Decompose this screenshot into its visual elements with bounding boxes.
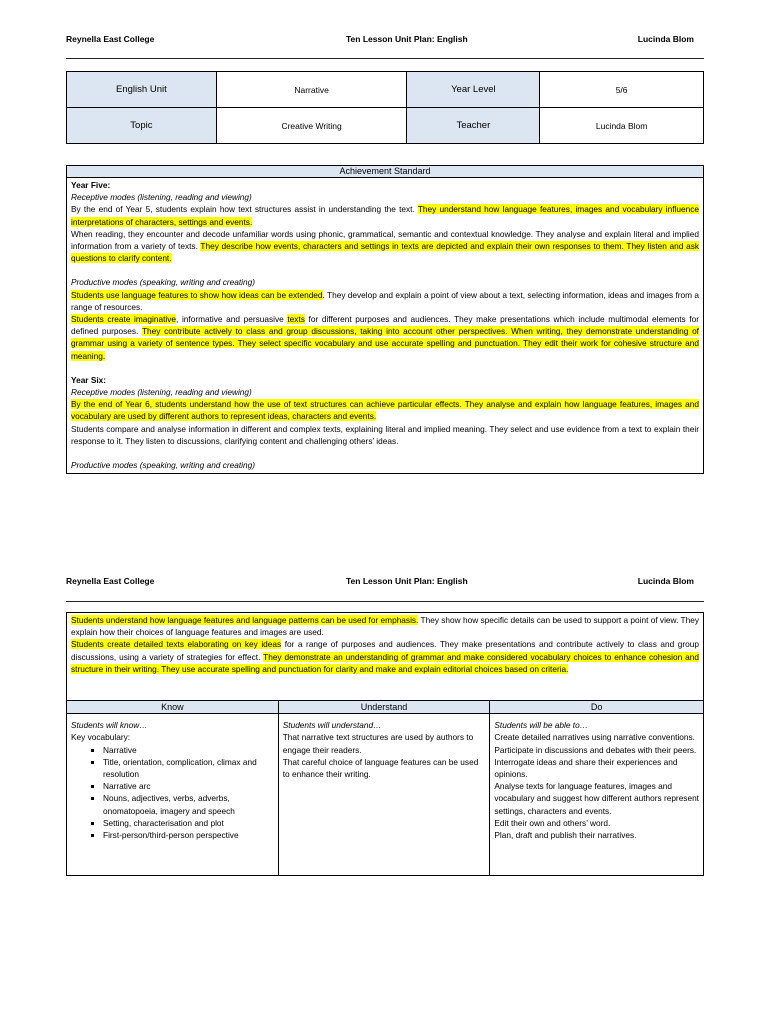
year5-productive-para2: Students create imaginative, informative and persuasive texts for different purposes and audiences. They make presentations which include multimodal elements for defined purposes. They contribute actively to class and group discussions, taking into account other perspectives. When writing, they demonstrate understanding of grammar using a variety of sentence types. They select specific vocabulary and use accurate spelling and punctuation. They edit their work for cohesive structure and meaning. (71, 314, 699, 361)
header-rule (66, 601, 704, 602)
year5-receptive-para1: By the end of Year 5, students explain how text structures assist in understanding the text. They understand how language features, images and vocabulary influence interpretations of characters, settings and events. (71, 204, 699, 227)
teacher-label: Teacher (407, 108, 540, 144)
year-level-label: Year Level (407, 72, 540, 108)
achievement-standard-title: Achievement Standard (67, 166, 703, 178)
do-line: Analyse texts for language features, images and vocabulary and suggest how different authors represent settings, characters and events. (494, 781, 699, 816)
do-line: Participate in discussions and debates with their peers. (494, 744, 697, 755)
year6-receptive-para1: By the end of Year 6, students understand how the use of text structures can achieve particular effects. They analyse and explain how language features, images and vocabulary are used by different authors to represent ideas, characters and events. (71, 399, 699, 422)
list-item: ▪ Nouns, adjectives, verbs, adverbs, onomatopoeia, imagery and speech (103, 792, 274, 816)
understand-line: That narrative text structures are used by authors to engage their readers. (282, 732, 474, 755)
list-item: ▪ First-person/third-person perspective (103, 829, 274, 841)
table-row (67, 72, 704, 108)
year6-receptive-para2: Students compare and analyse information in different and complex texts, explaining literal and implied meaning. They select and use evidence from a text to explain their response to it. They listen to discussions, clarifying content and challenging others’ ideas. (71, 423, 699, 446)
productive-modes-label-y6: Productive modes (speaking, writing and creating) (71, 460, 256, 471)
topic-value: Creative Writing (216, 108, 407, 144)
understand-line: That careful choice of language features can be used to enhance their writing. (282, 756, 479, 780)
know-intro: Students will know… (71, 720, 148, 731)
do-cell (490, 714, 704, 876)
author-name: Lucinda Blom (637, 34, 694, 44)
know-header: Know (67, 701, 279, 714)
school-name: Reynella East College (66, 34, 155, 44)
know-cell (67, 714, 279, 876)
year5-productive-para1: Students use language features to show how ideas can be extended. They develop and explain a point of view about a text, selecting information, ideas and images from a range of resources. (71, 289, 700, 312)
receptive-modes-label: Receptive modes (listening, reading and viewing) (71, 192, 252, 203)
know-understand-do-table (66, 700, 704, 876)
achievement-standard-box (66, 165, 704, 474)
year-five-heading: Year Five: (71, 180, 111, 190)
achievement-standard-body (67, 178, 703, 473)
understand-intro: Students will understand… (282, 720, 382, 731)
productive-modes-label: Productive modes (speaking, writing and creating) (71, 277, 256, 288)
list-item: ▪ Setting, characterisation and plot (103, 817, 274, 829)
do-line: Edit their own and others’ word. (494, 817, 611, 828)
vocabulary-list (71, 744, 274, 842)
do-line: Interrogate ideas and share their experiences and opinions. (494, 756, 678, 780)
school-name: Reynella East College (66, 576, 155, 586)
teacher-value: Lucinda Blom (540, 108, 704, 144)
english-unit-value: Narrative (216, 72, 407, 108)
achievement-standard-continued (66, 612, 704, 700)
table-row (67, 714, 704, 876)
receptive-modes-label-y6: Receptive modes (listening, reading and viewing) (71, 387, 252, 398)
list-item: ▪ Narrative (103, 744, 274, 756)
do-intro: Students will be able to… (494, 720, 588, 731)
year5-receptive-para2: When reading, they encounter and decode unfamiliar words using phonic, grammatical, semantic and contextual knowledge. They analyse and explain literal and implied information from a variety of texts. They describe how events, characters and settings in texts are depicted and explain their own responses to them. They listen and ask questions to clarify content. (71, 228, 700, 264)
do-line: Create detailed narratives using narrative conventions. (494, 732, 695, 743)
year6-productive-para2: Students create detailed texts elaborating on key ideas for a range of purposes and audiences. They make presentations and contribute actively to class and group discussions, using a variety of strategies for effect. They demonstrate an understanding of grammar and make considered vocabulary choices to enhance cohesion and structure in their writing. They use accurate spelling and punctuation for clarity and make and explain editorial choices based on criteria. (71, 639, 699, 674)
header-rule (66, 58, 704, 59)
year6-productive-para1: Students understand how language features and language patterns can be used for emphasis. They show how specific details can be used to support a point of view. They explain how their choices of language features and images are used. (71, 615, 699, 638)
do-header: Do (490, 701, 704, 714)
topic-label: Topic (67, 108, 217, 144)
do-line: Plan, draft and publish their narratives. (494, 830, 637, 841)
key-vocabulary-label: Key vocabulary: (71, 732, 131, 743)
list-item: ▪ Narrative arc (103, 780, 274, 792)
document-title: Ten Lesson Unit Plan: English (346, 34, 468, 44)
table-header-row (67, 701, 704, 714)
english-unit-label: English Unit (67, 72, 217, 108)
list-item: ▪ Title, orientation, complication, climax and resolution (103, 756, 274, 780)
document-title: Ten Lesson Unit Plan: English (346, 576, 468, 586)
year-six-heading: Year Six: (71, 374, 107, 385)
unit-info-table (66, 71, 704, 144)
understand-cell (278, 714, 490, 876)
table-row (67, 108, 704, 144)
understand-header: Understand (278, 701, 490, 714)
author-name: Lucinda Blom (637, 576, 694, 586)
year-level-value: 5/6 (540, 72, 704, 108)
